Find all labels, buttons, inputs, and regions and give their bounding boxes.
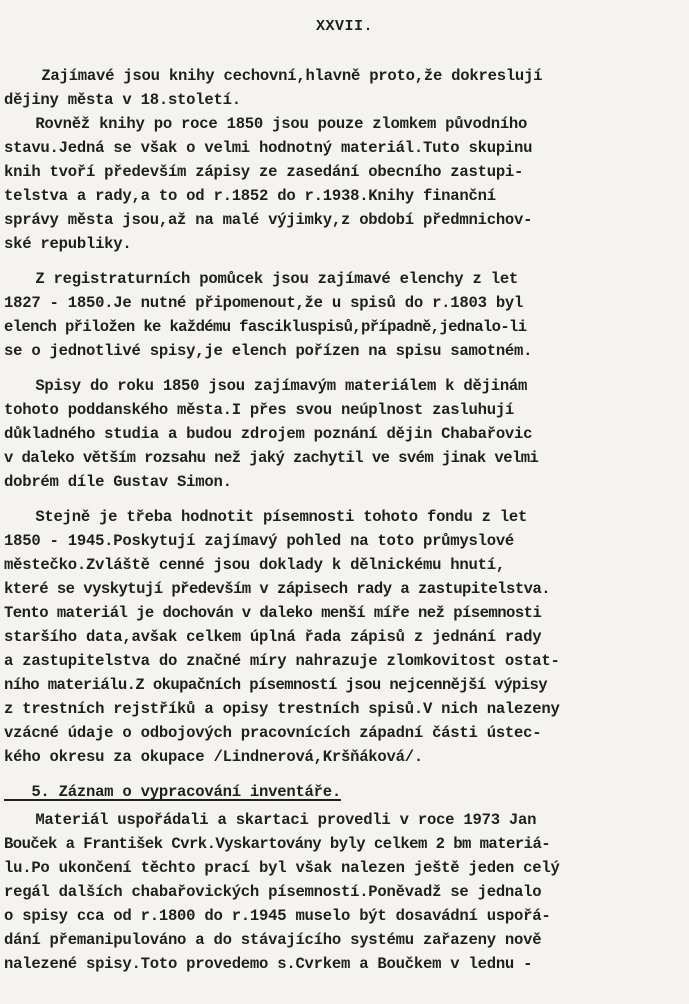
text-line: dobrém díle Gustav Simon. [4,473,232,491]
text-line: se o jednotlivé spisy,je elench pořízen na spisu samotném. [4,342,533,360]
text-line: lu.Po ukončení těchto prací byl však nalezen ještě jeden celý [4,859,560,877]
text-line: regál dalších chabařovických písemností.Poněvadž se jednalo [4,883,542,901]
text-line: tohoto poddanského města.I přes svou neúplnost zasluhují [4,401,515,419]
text-line: 1827 - 1850.Je nutné připomenout,že u spisů do r.1803 byl [4,294,524,312]
text-line: důkladného studia a budou zdrojem poznání dějin Chabařovic [4,425,533,443]
text-line: dání přemanipulováno a do stávajícího systému zařazeny nově [4,931,542,949]
section-heading: 5. Záznam o vypracování inventáře. [4,783,341,801]
text-line: správy města jsou,až na malé výjimky,z období předmnichov- [4,211,533,229]
text-line: ního materiálu.Z okupačních písemností jsou nejcennější výpisy [4,676,547,694]
text-line: městečko.Zvláště cenné jsou doklady k dělnickému hnutí, [4,556,505,574]
text-line: Bouček a František Cvrk.Vyskartovány byly celkem 2 bm materiá- [4,835,551,853]
page-number: XXVII. [315,18,373,35]
text-line: v daleko větším rozsahu než jaký zachytil ve svém jinak velmi [4,449,539,467]
text-line: Zajímavé jsou knihy cechovní,hlavně proto,že dokreslují [14,67,543,85]
text-line: kého okresu za okupace /Lindnerová,Kršňáková/. [4,748,423,766]
text-line: telstva a rady,a to od r.1852 do r.1938.Knihy finanční [4,187,496,205]
text-line: 1850 - 1945.Poskytují zajímavý pohled na toto průmyslové [4,532,515,550]
text-line: Materiál uspořádali a skartaci provedli v roce 1973 Jan [8,811,537,829]
text-line: vzácné údaje o odbojových pracovnících západní části ústec- [4,724,542,742]
text-line: staršího data,avšak celkem úplná řada zápisů z jednání rady [4,628,542,646]
text-line: Z registraturních pomůcek jsou zajímavé elenchy z let [8,270,519,288]
text-line: o spisy cca od r.1800 do r.1945 muselo být dosavádní uspořá- [4,907,551,925]
text-line: stavu.Jedná se však o velmi hodnotný materiál.Tuto skupinu [4,139,533,157]
text-line: a zastupitelstva do značné míry nahrazuje zlomkovitost ostat- [4,652,560,670]
text-line: které se vyskytují především v zápisech rady a zastupitelstva. [4,580,551,598]
text-line: knih tvoří především zápisy ze zasedání obecního zastupi- [4,163,524,181]
text-line: dějiny města v 18.století. [4,91,241,109]
text-line: ské republiky. [4,235,132,253]
text-line: nalezené spisy.Toto provedemo s.Cvrkem a Boučkem v lednu - [4,955,533,973]
text-line: Spisy do roku 1850 jsou zajímavým materiálem k dějinám [8,377,528,395]
text-line: Stejně je třeba hodnotit písemnosti tohoto fondu z let [8,508,528,526]
text-line: z trestních rejstříků a opisy trestních spisů.V nich nalezeny [4,700,560,718]
text-line: Tento materiál je dochován v daleko menší míře než písemnosti [4,604,542,622]
text-line: Rovněž knihy po roce 1850 jsou pouze zlomkem původního [8,115,528,133]
text-line: elench přiložen ke každému fascikluspisů,případně,jednalo-li [4,318,527,336]
